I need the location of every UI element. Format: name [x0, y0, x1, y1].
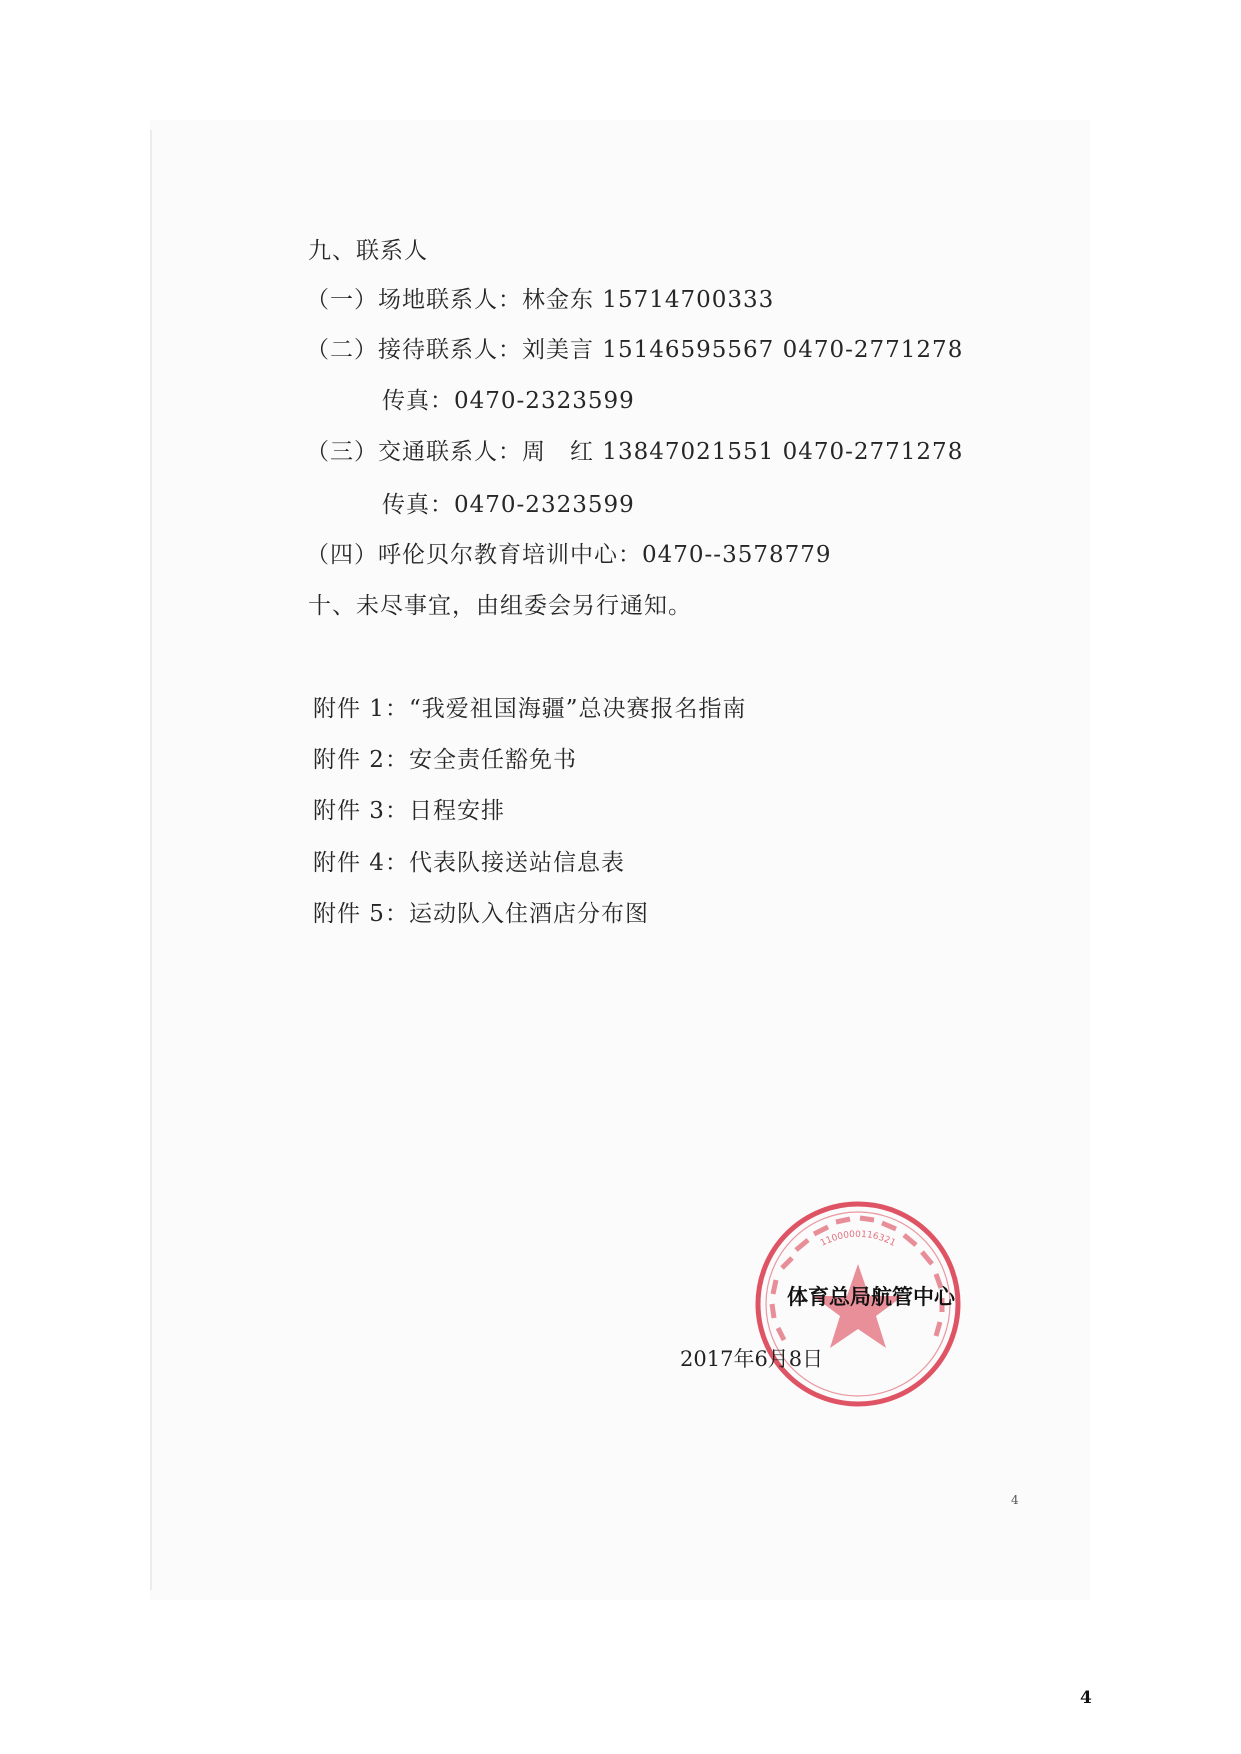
attachment-item: 附件 2：安全责任豁免书	[313, 747, 577, 773]
contact-reception: （二）接待联系人：刘美言 15146595567 0470-2771278	[306, 337, 964, 363]
attachment-item: 附件 4：代表队接送站信息表	[313, 850, 625, 876]
contacts-heading: 九、联系人	[308, 238, 428, 264]
page-number-inner: 4	[1011, 1493, 1019, 1507]
page-number: 4	[1080, 1688, 1092, 1708]
contact-transport: （三）交通联系人：周 红 13847021551 0470-2771278	[306, 439, 964, 465]
contact-transport-fax: 传真：0470-2323599	[382, 492, 635, 518]
seal-serial: 1100000116321	[819, 1229, 897, 1249]
svg-text:1100000116321	[819, 1230, 897, 1249]
signature-date: 2017年6月8日	[680, 1347, 824, 1371]
attachment-item: 附件 1：“我爱祖国海疆”总决赛报名指南	[313, 696, 747, 722]
attachment-item: 附件 3：日程安排	[313, 798, 505, 824]
attachment-item: 附件 5：运动队入住酒店分布图	[313, 901, 649, 927]
scan-edge	[150, 130, 152, 1590]
contact-reception-fax: 传真：0470-2323599	[382, 388, 635, 414]
contact-training-center: （四）呼伦贝尔教育培训中心：0470--3578779	[306, 542, 832, 568]
contact-venue: （一）场地联系人：林金东 15714700333	[306, 287, 775, 313]
misc-heading: 十、未尽事宜，由组委会另行通知。	[308, 593, 692, 619]
signature-organization: 体育总局航管中心	[787, 1285, 955, 1309]
